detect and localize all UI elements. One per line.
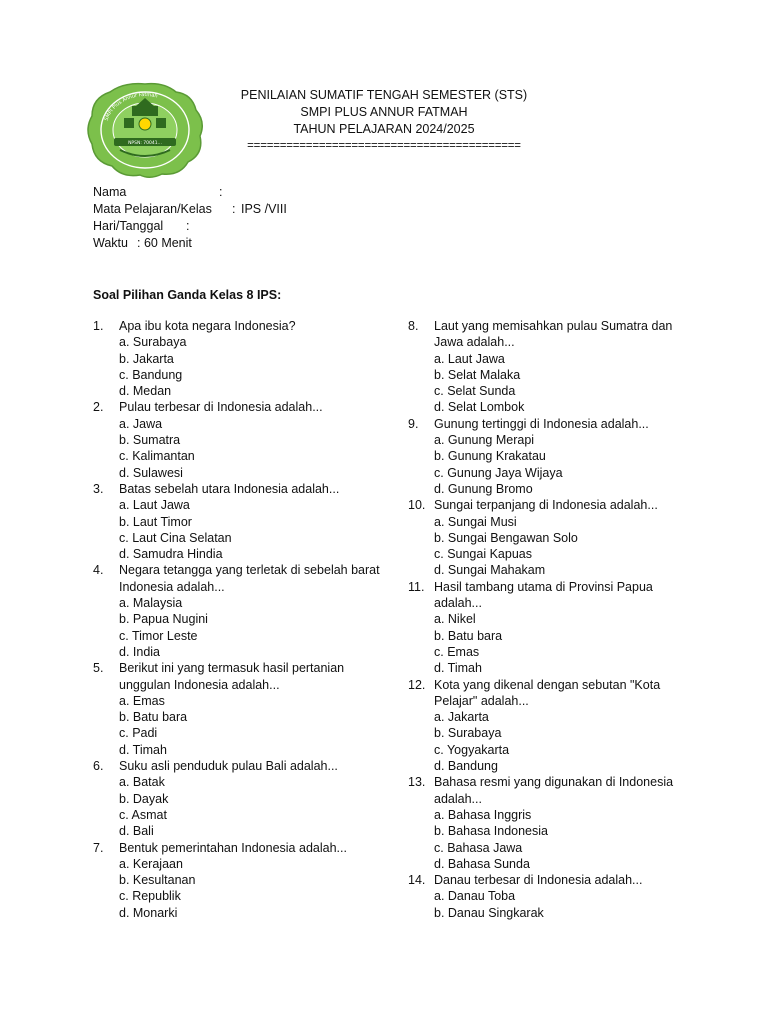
answer-option: d. Sulawesi: [119, 465, 183, 480]
hari-label: Hari/Tanggal: [93, 219, 164, 233]
question-number: 7.: [93, 840, 104, 855]
answer-option: a. Laut Jawa: [119, 498, 190, 513]
question-number: 11.: [408, 579, 425, 594]
answer-option: b. Laut Timor: [119, 514, 192, 529]
answer-option: c. Laut Cina Selatan: [119, 530, 232, 545]
question-number: 14.: [408, 873, 426, 888]
logo-band-text: NPSN: 70041...: [128, 141, 162, 146]
school-logo: [84, 80, 206, 180]
answer-option: d. Medan: [119, 384, 172, 399]
answer-option: d. Samudra Hindia: [119, 547, 223, 562]
question-item: [93, 660, 383, 758]
answer-option: d. Sungai Mahakam: [434, 563, 546, 578]
question-item: [93, 481, 383, 562]
answer-option: c. Kalimantan: [119, 449, 195, 464]
question-text: Hasil tambang utama di Provinsi Papua adalah...: [434, 579, 653, 611]
question-text: Danau terbesar di Indonesia adalah...: [434, 873, 643, 888]
question-text: Berikut ini yang termasuk hasil pertanian unggulan Indonesia adalah...: [119, 661, 345, 692]
answer-option: b. Selat Malaka: [434, 367, 521, 382]
question-item: [93, 840, 383, 921]
answer-option: b. Surabaya: [434, 726, 502, 741]
question-number: 10.: [408, 498, 426, 513]
answer-option: c. Selat Sunda: [434, 384, 516, 399]
question-item: [93, 399, 383, 480]
question-item: [408, 318, 698, 416]
answer-option: d. Bahasa Sunda: [434, 856, 530, 871]
question-number: 3.: [93, 481, 104, 496]
answer-option: a. Emas: [119, 693, 165, 708]
question-item: [408, 497, 698, 578]
logo-arc-text: SMPI Plus Annur Fatmah: [103, 91, 159, 122]
question-number: 6.: [93, 759, 104, 774]
question-number: 9.: [408, 416, 419, 431]
question-number: 13.: [408, 775, 426, 790]
question-number: 8.: [408, 319, 419, 333]
questions-left-column: [93, 318, 383, 921]
answer-option: c. Asmat: [119, 807, 167, 822]
waktu-value: : 60 Menit: [137, 236, 192, 250]
question-item: [408, 774, 698, 872]
question-item: [93, 758, 383, 839]
answer-option: a. Jakarta: [434, 710, 489, 725]
answer-option: b. Bahasa Indonesia: [434, 824, 548, 839]
answer-option: b. Batu bara: [119, 710, 188, 725]
answer-option: d. India: [119, 644, 161, 659]
question-text: Kota yang dikenal dengan sebutan "Kota Pelajar" adalah...: [434, 677, 661, 708]
answer-option: b. Gunung Krakatau: [434, 449, 546, 464]
mapel-value: IPS /VIII: [241, 202, 287, 216]
school-seal-icon: [84, 80, 206, 180]
nama-colon: :: [219, 185, 223, 199]
question-text: Suku asli penduduk pulau Bali adalah...: [119, 759, 338, 774]
question-text: Negara tetangga yang terletak di sebelah barat Indonesia adalah...: [119, 563, 380, 594]
question-number: 2.: [93, 400, 104, 415]
section-title: Soal Pilihan Ganda Kelas 8 IPS:: [93, 288, 282, 302]
question-item: [93, 562, 383, 660]
question-text: Bentuk pemerintahan Indonesia adalah...: [119, 840, 347, 855]
answer-option: c. Yogyakarta: [434, 742, 510, 757]
waktu-label: Waktu: [93, 236, 128, 250]
question-text: Sungai terpanjang di Indonesia adalah...: [434, 498, 658, 513]
answer-option: c. Timor Leste: [119, 628, 198, 643]
answer-option: d. Timah: [119, 742, 167, 757]
answer-option: a. Nikel: [434, 612, 476, 627]
answer-option: d. Bandung: [434, 759, 498, 774]
answer-option: b. Sungai Bengawan Solo: [434, 530, 578, 545]
answer-option: c. Sungai Kapuas: [434, 547, 532, 562]
question-text: Apa ibu kota negara Indonesia?: [119, 319, 296, 333]
answer-option: b. Sumatra: [119, 433, 181, 448]
answer-option: b. Kesultanan: [119, 873, 196, 888]
header-separator: ==========================================: [247, 140, 521, 152]
answer-option: a. Danau Toba: [434, 889, 516, 904]
question-text: Batas sebelah utara Indonesia adalah...: [119, 481, 340, 496]
question-item: [408, 416, 698, 497]
answer-option: c. Emas: [434, 644, 480, 659]
answer-option: a. Jawa: [119, 416, 163, 431]
question-text: Pulau terbesar di Indonesia adalah...: [119, 400, 323, 415]
mapel-label: Mata Pelajaran/Kelas: [93, 202, 212, 216]
nama-label: Nama: [93, 185, 127, 199]
questions-right-column: [408, 318, 698, 921]
answer-option: b. Papua Nugini: [119, 612, 208, 627]
answer-option: b. Batu bara: [434, 628, 503, 643]
answer-option: c. Bandung: [119, 367, 183, 382]
answer-option: a. Laut Jawa: [434, 351, 505, 366]
answer-option: a. Batak: [119, 775, 165, 790]
question-item: [408, 579, 698, 677]
answer-option: c. Bahasa Jawa: [434, 840, 523, 855]
header-title: PENILAIAN SUMATIF TENGAH SEMESTER (STS): [240, 88, 528, 102]
answer-option: d. Timah: [434, 661, 482, 676]
header-school: SMPI PLUS ANNUR FATMAH: [300, 105, 468, 119]
hari-colon: :: [186, 219, 190, 233]
question-number: 5.: [93, 661, 104, 676]
mapel-colon: :: [232, 202, 236, 216]
answer-option: a. Malaysia: [119, 596, 183, 611]
answer-option: d. Selat Lombok: [434, 400, 525, 415]
answer-option: a. Kerajaan: [119, 856, 183, 871]
answer-option: b. Jakarta: [119, 351, 174, 366]
answer-option: a. Sungai Musi: [434, 514, 517, 529]
question-item: [408, 872, 698, 921]
answer-option: a. Surabaya: [119, 335, 187, 350]
answer-option: b. Dayak: [119, 791, 169, 806]
answer-option: c. Gunung Jaya Wijaya: [434, 465, 563, 480]
question-item: [93, 318, 383, 399]
answer-option: d. Gunung Bromo: [434, 481, 533, 496]
question-item: [408, 677, 698, 775]
answer-option: b. Danau Singkarak: [434, 905, 544, 920]
answer-option: c. Republik: [119, 889, 181, 904]
question-number: 1.: [93, 319, 104, 333]
document-header: [200, 87, 568, 155]
question-text: Bahasa resmi yang digunakan di Indonesia adalah...: [434, 775, 674, 806]
answer-option: c. Padi: [119, 726, 158, 741]
question-text: Laut yang memisahkan pulau Sumatra dan Jawa adalah...: [434, 319, 673, 350]
question-text: Gunung tertinggi di Indonesia adalah...: [434, 416, 649, 431]
answer-option: d. Bali: [119, 824, 154, 839]
header-year: TAHUN PELAJARAN 2024/2025: [293, 122, 475, 136]
answer-option: a. Gunung Merapi: [434, 433, 535, 448]
question-number: 12.: [408, 677, 426, 692]
answer-option: a. Bahasa Inggris: [434, 807, 532, 822]
answer-option: d. Monarki: [119, 905, 178, 920]
question-number: 4.: [93, 563, 104, 578]
